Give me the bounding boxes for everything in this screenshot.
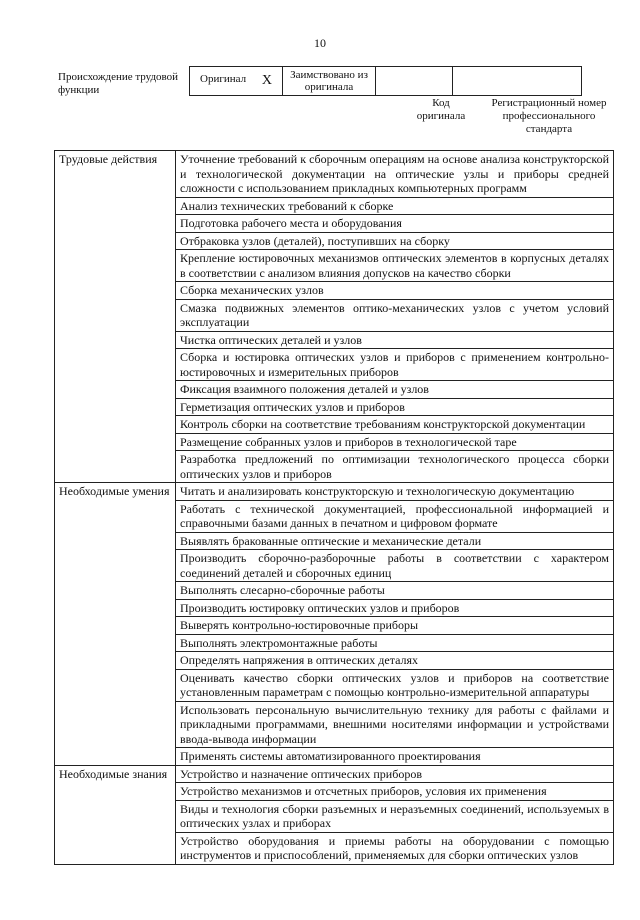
section-item: Размещение собранных узлов и приборов в технологической таре [176, 433, 614, 451]
section-item: Работать с технической документацией, профессиональной информацией и справочными базами данных в печатном и цифровом формате [176, 500, 614, 532]
section-item: Герметизация оптических узлов и приборов [176, 398, 614, 416]
section-item: Смазка подвижных элементов оптико-механических узлов с учетом условий эксплуатации [176, 299, 614, 331]
section-item: Устройство механизмов и отсчетных приборов, условия их применения [176, 783, 614, 801]
section-item: Контроль сборки на соответствие требованиям конструкторской документации [176, 416, 614, 434]
origin-label: Происхождение трудовой функции [58, 71, 179, 96]
section-item: Читать и анализировать конструкторскую и технологическую документацию [176, 483, 614, 501]
original-label: Оригинал [200, 73, 247, 85]
page-number: 10 [314, 36, 326, 50]
table-row [55, 765, 614, 783]
section-item: Устройство оборудования и приемы работы на оборудовании с помощью инструментов и приспособлений, применяемых для сборки оптических узлов [176, 832, 614, 864]
section-item: Сборка механических узлов [176, 282, 614, 300]
section-item: Уточнение требований к сборочным операциям на основе анализа конструкторской и технологической документации на оптические узлы и приборы средней сложности с использованием прикладных компьютерных программ [176, 151, 614, 198]
section-item: Сборка и юстировка оптических узлов и приборов с применением контрольно-юстировочных и измерительных приборов [176, 349, 614, 381]
section-item: Отбраковка узлов (деталей), поступивших на сборку [176, 232, 614, 250]
section-title: Трудовые действия [55, 151, 176, 483]
section-item: Анализ технических требований к сборке [176, 197, 614, 215]
section-item: Виды и технология сборки разъемных и неразъемных соединений, используемых в оптических узлах и приборах [176, 800, 614, 832]
table-row [55, 483, 614, 501]
section-item: Выполнять слесарно-сборочные работы [176, 582, 614, 600]
borrowed-cell: Заимствовано из оригинала [283, 67, 376, 96]
section-item: Выверять контрольно-юстировочные приборы [176, 617, 614, 635]
reg-label: Регистрационный номер профессионального стандарта [491, 97, 607, 135]
section-item: Выявлять бракованные оптические и механические детали [176, 532, 614, 550]
section-item: Устройство и назначение оптических приборов [176, 765, 614, 783]
section-item: Использовать персональную вычислительную технику для работы с файлами и прикладными программами, внешними носителями информации и устройствами ввода-вывода информации [176, 701, 614, 748]
original-cell [190, 67, 283, 96]
section-item: Чистка оптических деталей и узлов [176, 331, 614, 349]
section-item: Фиксация взаимного положения деталей и узлов [176, 381, 614, 399]
section-item: Производить юстировку оптических узлов и приборов [176, 599, 614, 617]
section-title: Необходимые знания [55, 765, 176, 864]
section-item: Подготовка рабочего места и оборудования [176, 215, 614, 233]
section-item: Крепление юстировочных механизмов оптических элементов в корпусных деталях в соответствии с анализом влияния допусков на качество сборки [176, 250, 614, 282]
section-item: Применять системы автоматизированного проектирования [176, 748, 614, 766]
labor-functions-table [54, 150, 614, 865]
section-item: Выполнять электромонтажные работы [176, 634, 614, 652]
code-label: Код оригинала [416, 97, 466, 122]
original-mark: X [261, 73, 272, 88]
origin-table [189, 66, 582, 96]
section-item: Оценивать качество сборки оптических узлов и приборов на соответствие установленным параметрам с помощью контрольно-измерительной аппаратуры [176, 669, 614, 701]
code-cell [376, 67, 453, 96]
table-row [55, 151, 614, 198]
section-title: Необходимые умения [55, 483, 176, 766]
section-item: Разработка предложений по оптимизации технологического процесса сборки оптических узлов и приборов [176, 451, 614, 483]
reg-number-cell [453, 67, 582, 96]
section-item: Определять напряжения в оптических деталях [176, 652, 614, 670]
section-item: Производить сборочно-разборочные работы в соответствии с характером соединений деталей и сборочных единиц [176, 550, 614, 582]
